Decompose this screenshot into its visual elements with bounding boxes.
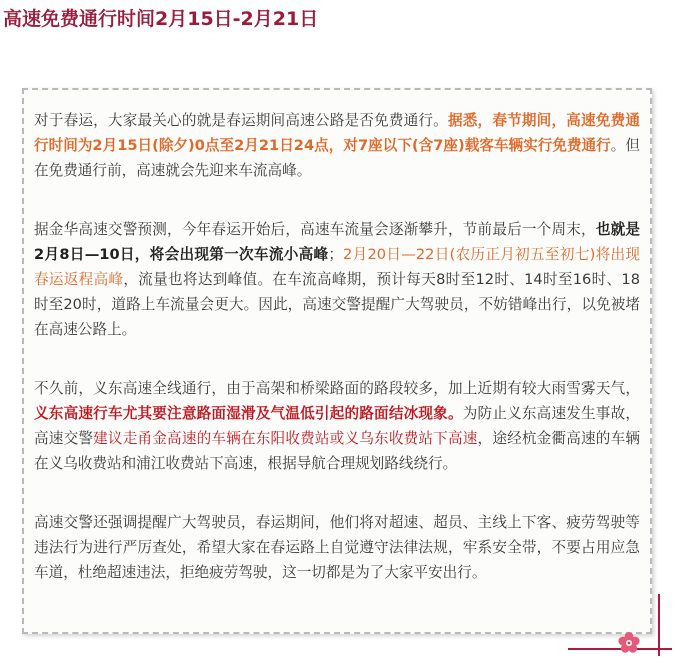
text-segment: 据金华高速交警预测，今年春运开始后，高速车流量会逐渐攀升，节前最后一个周末， bbox=[34, 221, 596, 238]
highlight-return-peak: 2月20日—22日(农历正月初五至初七)将出现春运返程高峰 bbox=[34, 246, 640, 288]
paragraph-2 bbox=[34, 217, 640, 342]
plum-blossom-icon bbox=[617, 631, 641, 655]
text-segment: ，流量也将达到峰值。在车流高峰期，预计每天8时至12时、14时至16时、18时至20时，道路上车流量会更大。因此，高速交警提醒广大驾驶员，不妨错峰出行，以免被堵在高速公路上。 bbox=[34, 271, 640, 338]
decor-vertical-line bbox=[658, 594, 660, 656]
paragraph-3 bbox=[34, 376, 640, 476]
text-segment: ，途经杭金衢高速的车辆在义乌收费站和浦江收费站下高速，根据导航合理规划路线绕行。 bbox=[34, 430, 640, 472]
text-segment: 为防止义东高速发生事故，高速交警 bbox=[34, 405, 640, 447]
text-segment: ； bbox=[328, 246, 343, 263]
highlight-free-period: 据悉，春节期间，高速免费通行时间为2月15日(除夕)0点至2月21日24点，对7座以下(含7座)载客车辆实行免费通行 bbox=[34, 112, 640, 154]
text-segment: 对于春运，大家最关心的就是春运期间高速公路是否免费通行。 bbox=[34, 112, 448, 129]
text-segment: 。但在免费通行前，高速就会先迎来车流高峰。 bbox=[34, 137, 640, 179]
paragraph-1 bbox=[34, 108, 640, 183]
article-body bbox=[34, 108, 640, 619]
article-title: 高速免费通行时间2月15日-2月21日 bbox=[3, 8, 319, 30]
highlight-exit-advice: 建议走甬金高速的车辆在东阳收费站或义乌东收费站下高速 bbox=[93, 430, 478, 447]
text-segment: 不久前，义东高速全线通行，由于高架和桥梁路面的路段较多，加上近期有较大雨雪雾天气， bbox=[34, 380, 640, 397]
text-segment: 高速交警还强调提醒广大驾驶员，春运期间，他们将对超速、超员、主线上下客、疲劳驾驶等违法行为进行严厉查处，希望大家在春运路上自觉遵守法律法规，牢系安全带，不要占用应急车道，杜绝超速违法，拒绝疲劳驾驶，这一切都是为了大家平安出行。 bbox=[34, 514, 640, 581]
paragraph-4 bbox=[34, 510, 640, 585]
highlight-first-peak: 也就是2月8日—10日，将会出现第一次车流小高峰 bbox=[34, 221, 640, 263]
highlight-icy-warning: 义东高速行车尤其要注意路面湿滑及气温低引起的路面结冰现象。 bbox=[34, 405, 463, 422]
